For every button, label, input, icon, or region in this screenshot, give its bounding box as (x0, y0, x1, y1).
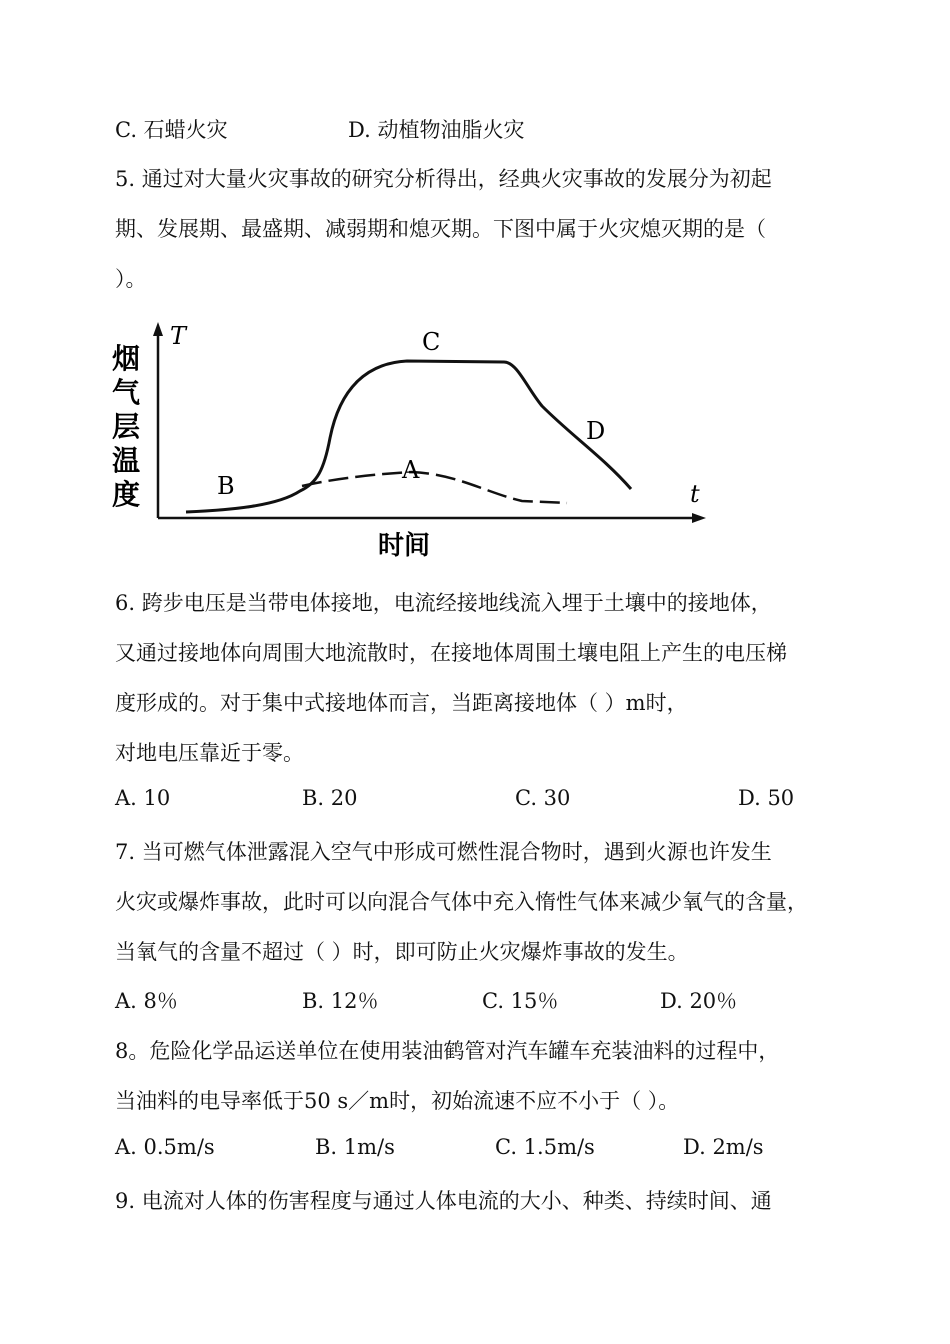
y-label-char-2: 气 (112, 376, 141, 409)
q5-line-2: 期、发展期、最盛期、减弱期和熄灭期。下图中属于火灾熄灭期的是（ (115, 217, 766, 241)
y-axis-label (112, 342, 140, 511)
fire-temperature-figure (112, 318, 712, 563)
y-label-char-4: 温 (112, 444, 141, 477)
y-label-char-5: 度 (112, 478, 141, 511)
y-label-char-3: 层 (112, 410, 141, 443)
q7-line-1: 7. 当可燃气体泄露混入空气中形成可燃性混合物时，遇到火源也许发生 (115, 840, 772, 864)
dashed-curve (302, 472, 567, 503)
q6-line-4: 对地电压靠近于零。 (115, 741, 304, 765)
q7-option-b: B. 12％ (302, 989, 379, 1013)
q6-option-d: D. 50 (738, 786, 795, 810)
main-temperature-curve (186, 361, 631, 512)
label-d: D (586, 417, 606, 445)
q8-option-c: C. 1.5m/s (495, 1135, 595, 1159)
q9-line-1: 9. 电流对人体的伤害程度与通过人体电流的大小、种类、持续时间、通 (115, 1189, 772, 1213)
q5-line-1: 5. 通过对大量火灾事故的研究分析得出，经典火灾事故的发展分为初起 (115, 167, 772, 191)
y-axis-arrow (153, 322, 163, 336)
q7-line-3: 当氧气的含量不超过（ ）时，即可防止火灾爆炸事故的发生。 (115, 940, 689, 964)
q8-option-d: D. 2m/s (683, 1135, 764, 1159)
q8-option-b: B. 1m/s (315, 1135, 395, 1159)
q4-option-d: D. 动植物油脂火灾 (348, 118, 525, 142)
label-c: C (422, 328, 441, 356)
q7-option-a: A. 8％ (115, 989, 178, 1013)
q6-line-3: 度形成的。对于集中式接地体而言，当距离接地体（ ）m时， (115, 691, 688, 715)
x-axis-symbol: t (690, 480, 700, 508)
q6-option-c: C. 30 (515, 786, 571, 810)
q8-line-1: 8。危险化学品运送单位在使用装油鹤管对汽车罐车充装油料的过程中， (115, 1039, 780, 1063)
q6-option-a: A. 10 (115, 786, 171, 810)
q6-option-b: B. 20 (302, 786, 358, 810)
x-axis-label: 时间 (377, 531, 431, 561)
label-b: B (217, 472, 235, 500)
q6-line-1: 6. 跨步电压是当带电体接地，电流经接地线流入埋于土壤中的接地体， (115, 591, 772, 615)
q7-option-d: D. 20％ (660, 989, 738, 1013)
label-a: A (402, 456, 420, 484)
q8-option-a: A. 0.5m/s (115, 1135, 215, 1159)
q6-line-2: 又通过接地体向周围大地流散时，在接地体周围土壤电阻上产生的电压梯 (115, 641, 787, 665)
q7-line-2: 火灾或爆炸事故，此时可以向混合气体中充入惰性气体来减少氧气的含量， (115, 890, 808, 914)
q4-option-c: C. 石蜡火灾 (115, 118, 228, 142)
q7-option-c: C. 15％ (482, 989, 559, 1013)
y-axis-symbol: T (170, 322, 187, 350)
x-axis-arrow (692, 513, 706, 523)
q8-line-2: 当油料的电导率低于50 s／m时，初始流速不应不小于（ ）。 (115, 1089, 680, 1113)
q5-line-3: ）。 (115, 267, 147, 291)
y-label-char-1: 烟 (112, 342, 141, 375)
